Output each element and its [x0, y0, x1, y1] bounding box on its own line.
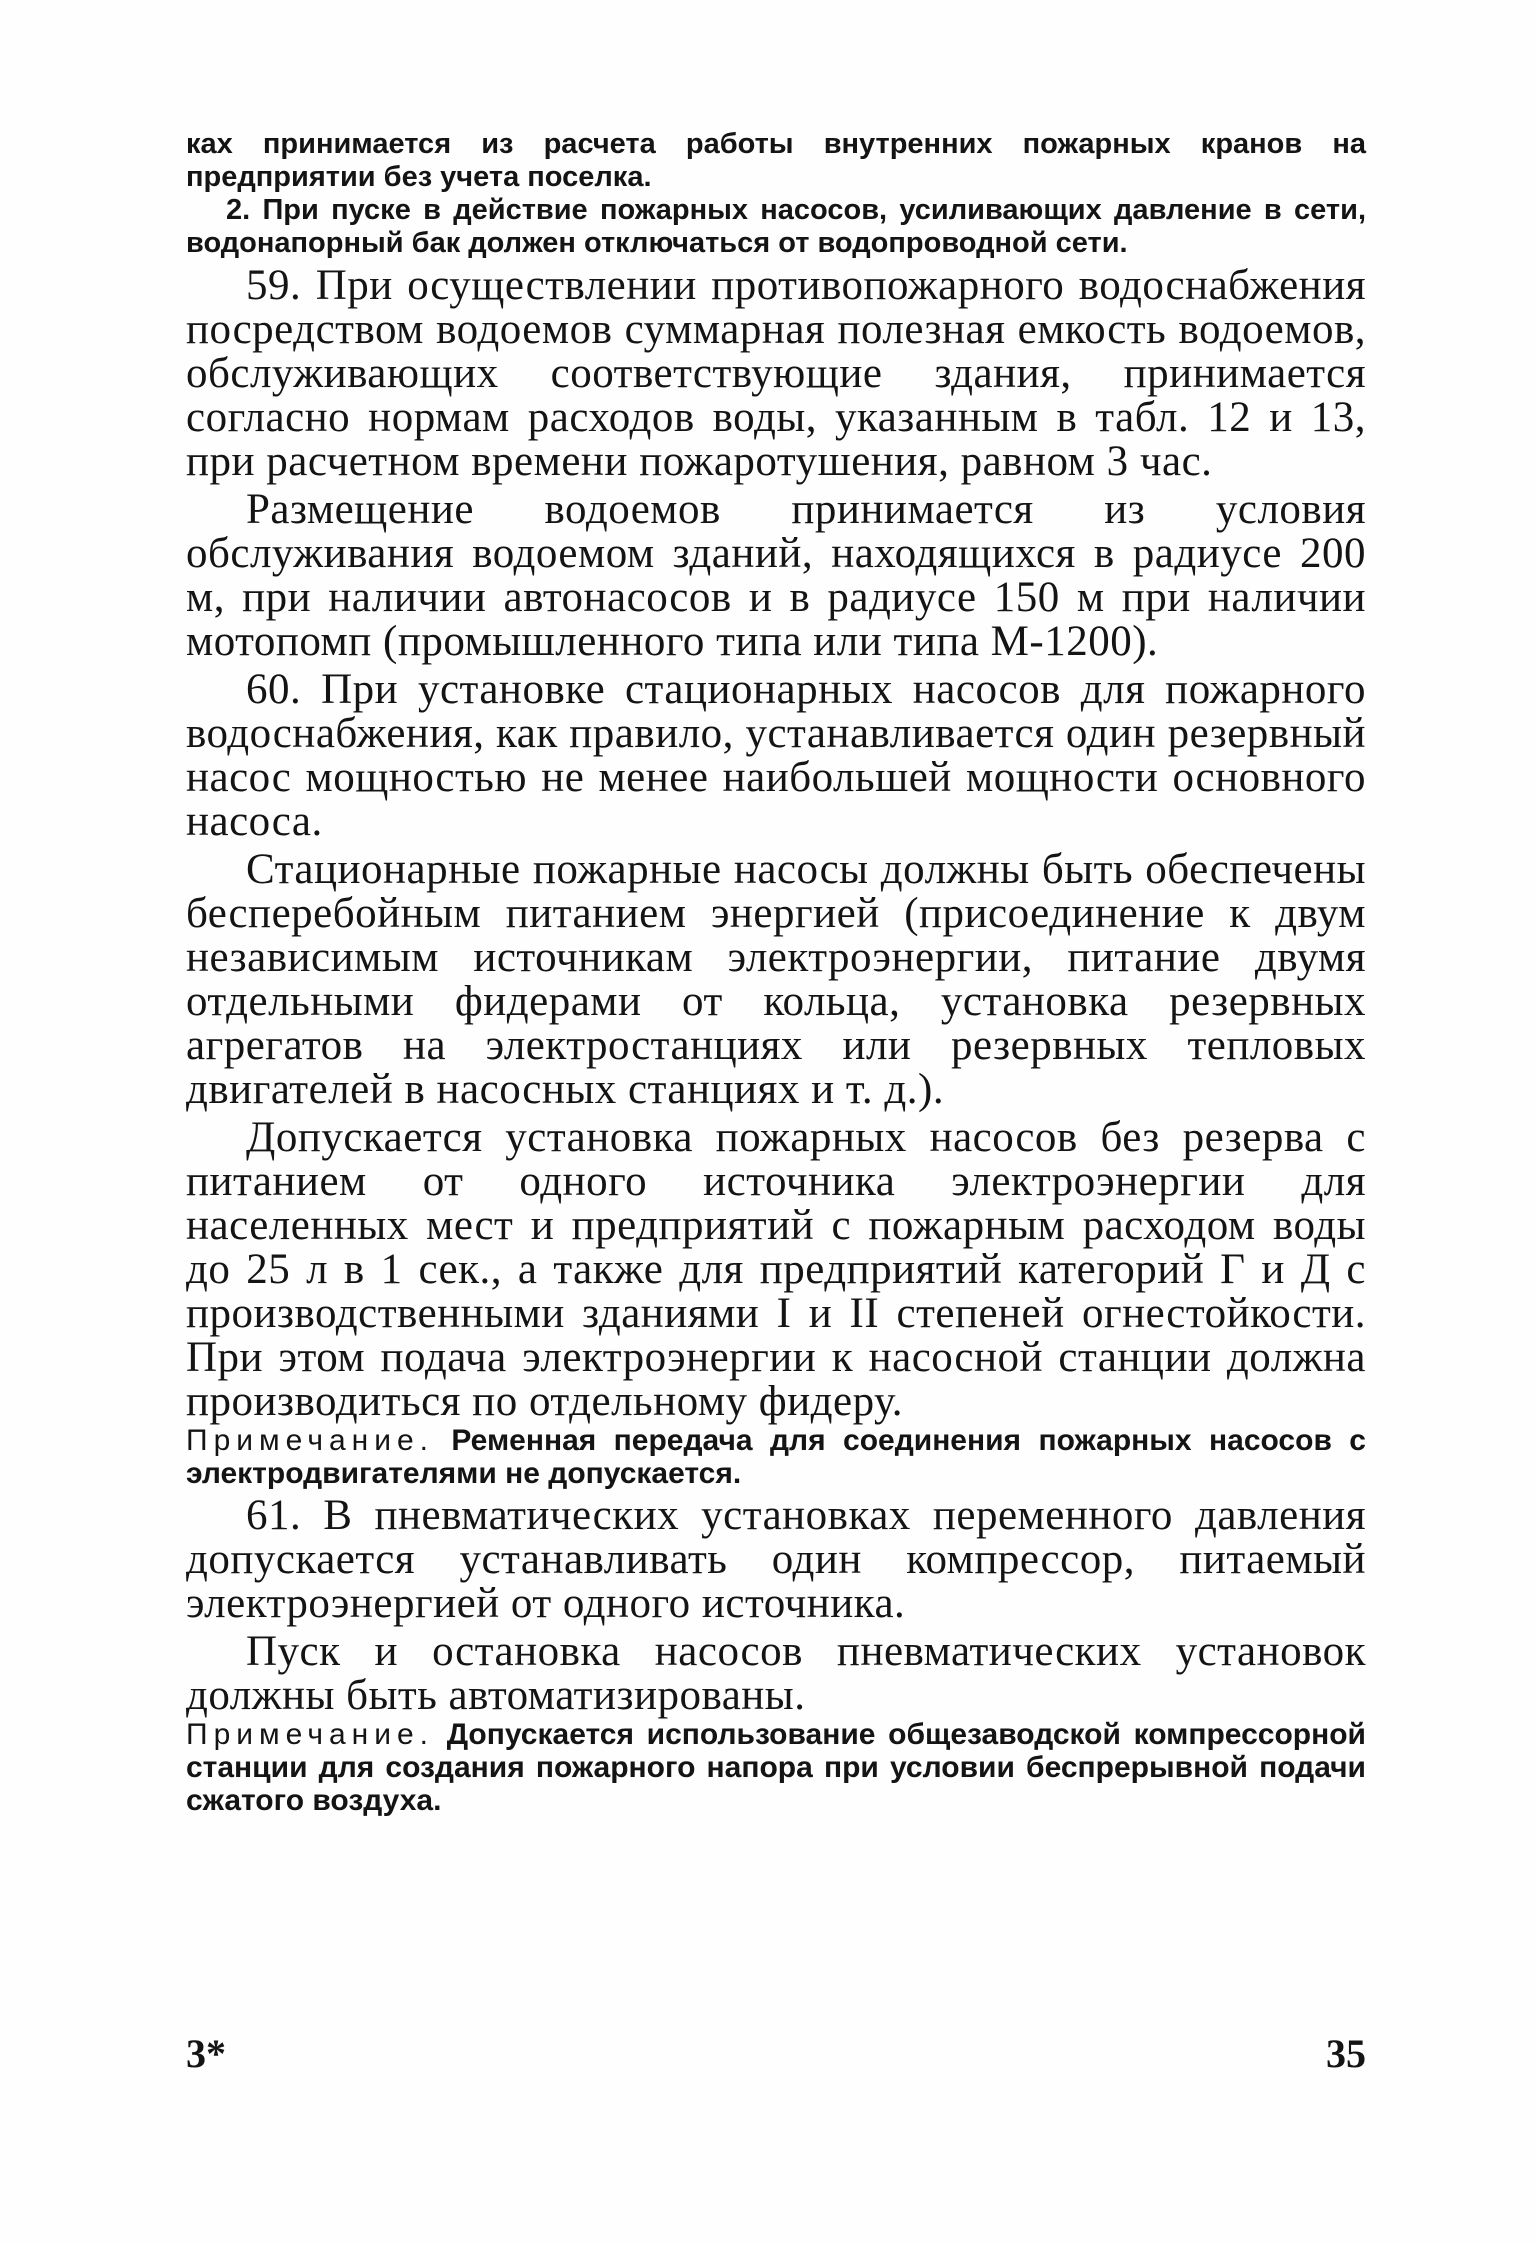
note-label: Примечание. [186, 1424, 434, 1457]
paragraph-59: 59. При осуществлении противопожарного водоснабжения посредством водоемов суммарная полезная емкость водоемов, обслуживающих соответствующие здания, принимается согласно нормам расходов воды, указанным в табл. 12 и 13, при расчетном времени пожаротушения, равном 3 час. [186, 262, 1366, 485]
note-text: Ременная передача для соединения пожарных насосов с электродвигателями не допускается. [186, 1424, 1366, 1490]
note-compressor [186, 1718, 1366, 1817]
paragraph-61: 61. В пневматических установках переменного давления допускается устанавливать один компрессор, питаемый электроэнергией от одного источника. [186, 1492, 1366, 1627]
paragraph-60: 60. При установке стационарных насосов для пожарного водоснабжения, как правило, устанавливается один резервный насос мощностью не менее наибольшей мощности основного насоса. [186, 666, 1366, 845]
paragraph-note-2: 2. При пуске в действие пожарных насосов, усиливающих давление в сети, водонапорный бак должен отключаться от водопроводной сети. [186, 194, 1366, 259]
paragraph-continuation: ках принимается из расчета работы внутренних пожарных кранов на предприятии без учета поселка. [186, 128, 1366, 193]
signature-mark: 3* [186, 2031, 226, 2076]
paragraph-pump-power: Стационарные пожарные насосы должны быть обеспечены бесперебойным питанием энергией (присоединение к двум независимым источникам электроэнергии, питание двумя отдельными фидерами от кольца, установка резервных агрегатов на электростанциях или резервных тепловых двигателей в насосных станциях и т. д.). [186, 846, 1366, 1113]
note-label: Примечание. [186, 1718, 434, 1751]
note-text: Допускается использование общезаводской компрессорной станции для создания пожарного напора при условии беспрерывной подачи сжатого воздуха. [186, 1718, 1366, 1817]
paragraph-automation: Пуск и остановка насосов пневматических установок должны быть автоматизированы. [186, 1628, 1366, 1719]
text-column [186, 128, 1366, 1817]
page-number: 35 [1326, 2031, 1366, 2076]
paragraph-reservoir-placement: Размещение водоемов принимается из условия обслуживания водоемом зданий, находящихся в радиусе 200 м, при наличии автонасосов и в радиусе 150 м при наличии мотопомп (промышленного типа или типа М-1200). [186, 486, 1366, 665]
note-belt-drive [186, 1424, 1366, 1490]
paragraph-no-reserve: Допускается установка пожарных насосов без резерва с питанием от одного источника электроэнергии для населенных мест и предприятий с пожарным расходом воды до 25 л в 1 сек., а также для предприятий категорий Г и Д с производственными зданиями I и II степеней огнестойкости. При этом подача электроэнергии к насосной станции должна производиться по отдельному фидеру. [186, 1114, 1366, 1425]
